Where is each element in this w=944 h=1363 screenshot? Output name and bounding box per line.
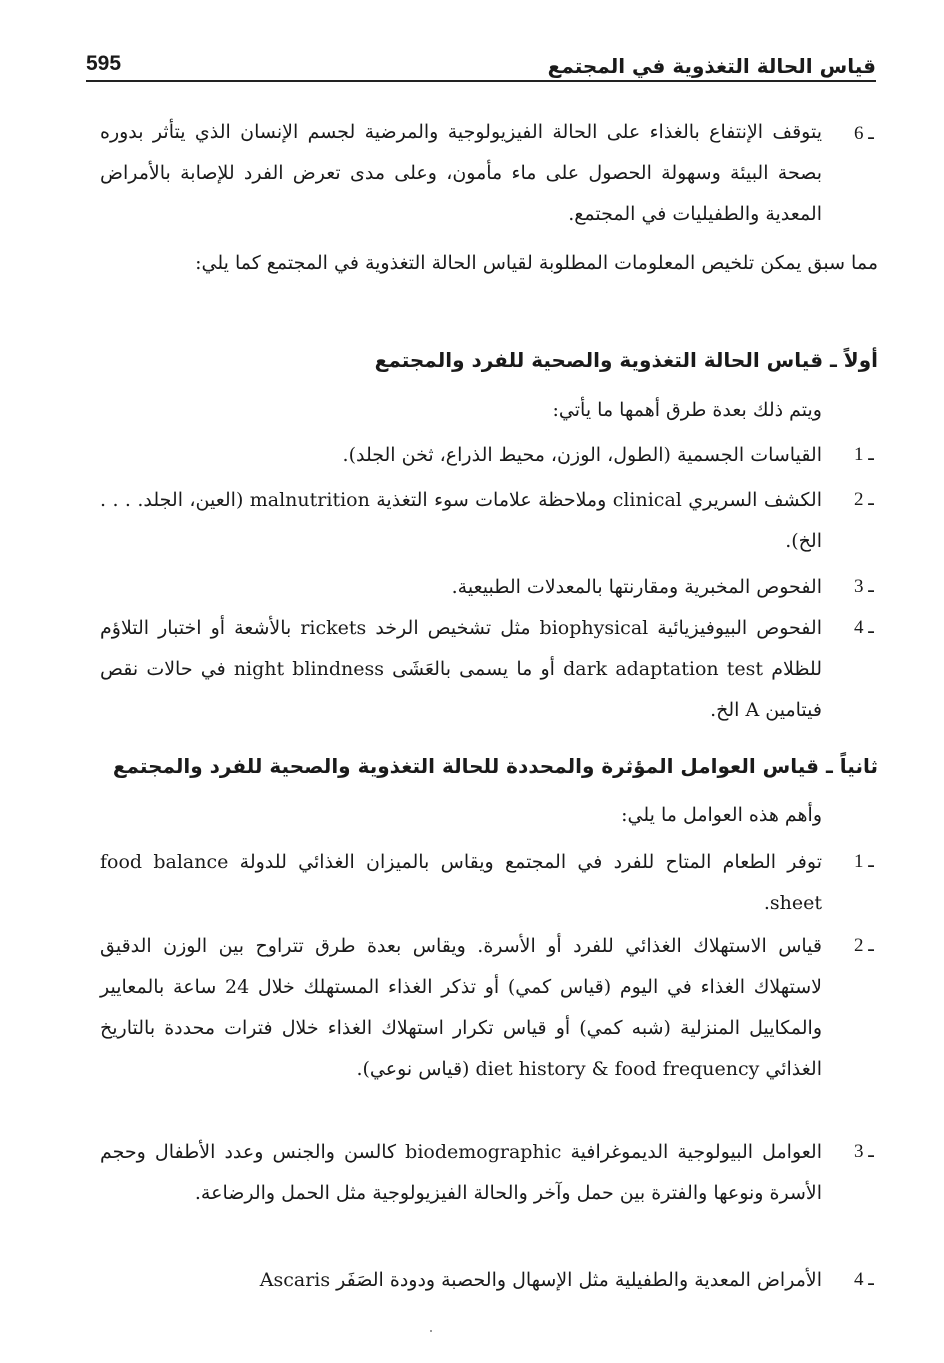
item-number: 1 ـ xyxy=(854,444,874,465)
scan-speck xyxy=(430,1330,432,1332)
item-number: 4 ـ xyxy=(854,617,874,638)
header-title: قياس الحالة التغذوية في المجتمع xyxy=(547,54,876,78)
section-heading: أولاً ـ قياس الحالة التغذوية والصحية للفرد والمجتمع xyxy=(374,348,878,372)
running-header xyxy=(86,50,876,80)
section-heading: ثانياً ـ قياس العوامل المؤثرة والمحددة للحالة التغذوية والصحية للفرد والمجتمع xyxy=(112,754,878,778)
item-text: قياس الاستهلاك الغذائي للفرد أو الأسرة. ويقاس بعدة طرق تتراوح بين الوزن الدقيق لاستهلاك الغذاء في اليوم (قياس كمي) أو تذكر الغذاء المستهلك خلال 24 ساعة بالمعايير والمكاييل المنزلية (شبه كمي) أو قياس تكرار استهلاك الغذاء خلال فترات محددة بالتاريخ الغذائي diet history & food frequency (قياس نوعي). xyxy=(100,935,822,1080)
item-number: 4 ـ xyxy=(854,1269,874,1290)
item-text: الفحوص البيوفيزيائية biophysical مثل تشخيص الرخد rickets بالأشعة أو اختبار التلاؤم للظلام dark adaptation test أو ما يسمى بالعَشَى night blindness في حالات نقص فيتامين A الخ. xyxy=(100,617,822,721)
item-text: القياسات الجسمية (الطول، الوزن، محيط الذراع، ثخن الجلد). xyxy=(342,444,822,466)
item-text: الكشف السريري clinical وملاحظة علامات سوء التغذية malnutrition (العين، الجلد. . . . الخ). xyxy=(100,489,822,552)
item-text: الفحوص المخبرية ومقارنتها بالمعدلات الطبيعية. xyxy=(451,576,822,598)
summary-paragraph: مما سبق يمكن تلخيص المعلومات المطلوبة لقياس الحالة التغذوية في المجتمع كما يلي: xyxy=(195,252,878,274)
section-intro: وأهم هذه العوامل ما يلي: xyxy=(621,804,822,826)
item-number: 2 ـ xyxy=(854,489,874,510)
item-text: العوامل البيولوجية الديموغرافية biodemographic كالسن والجنس وعدد الأطفال وحجم الأسرة ونوعها والفترة بين حمل وآخر والحالة الفيزيولوجية مثل الحمل والرضاعة. xyxy=(100,1141,822,1204)
page-number: 595 xyxy=(86,52,122,75)
item-text: يتوقف الإنتفاع بالغذاء على الحالة الفيزيولوجية والمرضية لجسم الإنسان الذي يتأثر بدوره بصحة البيئة وسهولة الحصول على ماء مأمون، وعلى مدى تعرض الفرد للإصابة بالأمراض المعدية والطفيليات في المجتمع. xyxy=(100,121,822,225)
section-intro: ويتم ذلك بعدة طرق أهمها ما يأتي: xyxy=(552,399,822,421)
item-number: 3 ـ xyxy=(854,1141,874,1162)
item-text: الأمراض المعدية والطفيلية مثل الإسهال والحصبة ودودة الصَفَر Ascaris xyxy=(259,1269,822,1291)
item-number: 6 ـ xyxy=(854,123,874,144)
item-number: 2 ـ xyxy=(854,935,874,956)
header-rule xyxy=(86,80,876,82)
item-number: 1 ـ xyxy=(854,851,874,872)
item-number: 3 ـ xyxy=(854,576,874,597)
item-text: توفر الطعام المتاح للفرد في المجتمع ويقاس بالميزان الغذائي للدولة food balance sheet. xyxy=(100,851,822,914)
